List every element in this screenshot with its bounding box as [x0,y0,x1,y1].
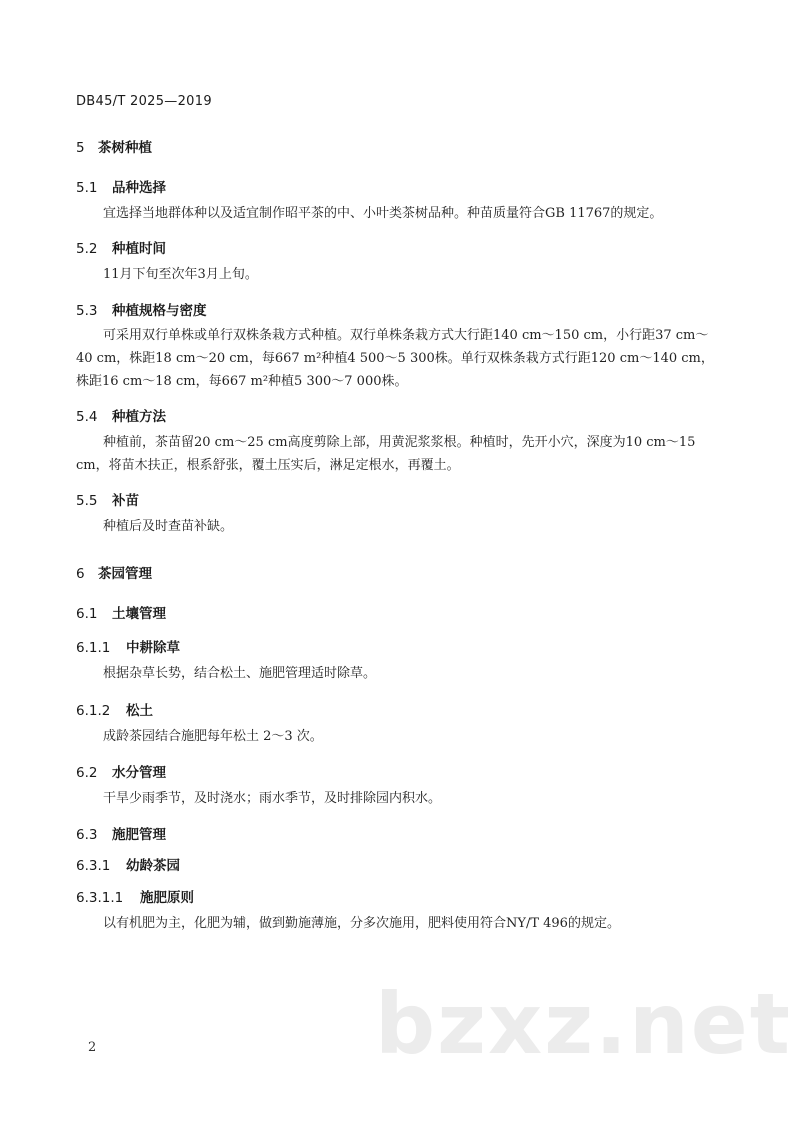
section-title: 幼龄茶园 [126,858,180,874]
section-6-1-1-text: 根据杂草长势，结合松土、施肥管理适时除草。 [103,666,377,681]
section-5-4-text: 种植前，茶苗留20 cm～25 cm高度剪除上部，用黄泥浆浆根。种植时，先开小穴，深度为10 cm～15 cm，将苗木扶正，根系舒张，覆土压实后，淋足定根水，再覆土。 [76,435,696,473]
section-number: 6.2 [76,765,98,781]
section-title: 种植时间 [112,241,166,257]
page-number: 2 [88,1040,97,1055]
section-6-1-heading [76,602,166,622]
section-number: 5 [76,140,85,156]
section-number: 6 [76,566,85,582]
section-6-1-2-heading [76,699,153,719]
section-title: 土壤管理 [112,606,166,622]
section-title: 种植规格与密度 [112,303,207,319]
section-title: 种植方法 [112,409,166,425]
section-title: 补苗 [112,493,139,509]
section-title: 施肥原则 [140,890,194,906]
section-6-heading [76,562,152,582]
section-number: 6.3.1 [76,858,111,874]
section-5-1-text: 宜选择当地群体种以及适宜制作昭平茶的中、小叶类茶树品种。种苗质量符合GB 11767的规定。 [103,206,663,221]
section-number: 5.1 [76,180,98,196]
section-5-3-text: 可采用双行单株或单行双株条栽方式种植。双行单株条栽方式大行距140 cm～150 cm，小行距37 cm～40 cm，株距18 cm～20 cm，每667 m²种植4 500～5 300株。单行双株条栽方式行距120 cm～140 cm，株距16 cm～18 cm，每667 m²种植5 300～7 000株。 [76,328,714,389]
section-number: 6.3 [76,827,98,843]
section-5-5-text: 种植后及时查苗补缺。 [103,519,234,534]
section-6-3-1-heading [76,854,180,874]
section-5-2-text: 11月下旬至次年3月上旬。 [103,267,258,282]
section-6-3-1-1-heading [76,886,194,906]
section-5-4-heading [76,405,166,425]
section-number: 5.4 [76,409,98,425]
section-title: 茶园管理 [98,566,152,582]
section-5-3-heading [76,299,207,319]
section-number: 5.3 [76,303,98,319]
section-title: 施肥管理 [112,827,166,843]
section-title: 茶树种植 [98,140,152,156]
section-title: 品种选择 [112,180,166,196]
watermark: bzxz.net [375,975,792,1073]
section-6-1-2-text: 成龄茶园结合施肥每年松土 2～3 次。 [103,729,323,744]
section-5-1-heading [76,176,166,196]
section-number: 6.3.1.1 [76,890,124,906]
section-number: 6.1 [76,606,98,622]
section-6-2-heading [76,761,166,781]
section-number: 5.5 [76,493,98,509]
section-5-5-heading [76,489,139,509]
section-6-2-text: 干旱少雨季节，及时浇水；雨水季节，及时排除园内积水。 [103,791,442,806]
page-header: DB45/T 2025—2019 [76,94,212,109]
section-title: 松土 [126,703,153,719]
section-title: 中耕除草 [126,640,180,656]
section-title: 水分管理 [112,765,166,781]
section-6-3-heading [76,823,166,843]
section-6-1-1-heading [76,636,180,656]
section-number: 6.1.2 [76,703,111,719]
section-number: 6.1.1 [76,640,111,656]
section-number: 5.2 [76,241,98,257]
section-5-2-heading [76,237,166,257]
section-6-3-1-1-text: 以有机肥为主，化肥为辅，做到勤施薄施，分多次施用，肥料使用符合NY/T 496的规定。 [103,916,620,931]
section-5-heading [76,136,152,156]
